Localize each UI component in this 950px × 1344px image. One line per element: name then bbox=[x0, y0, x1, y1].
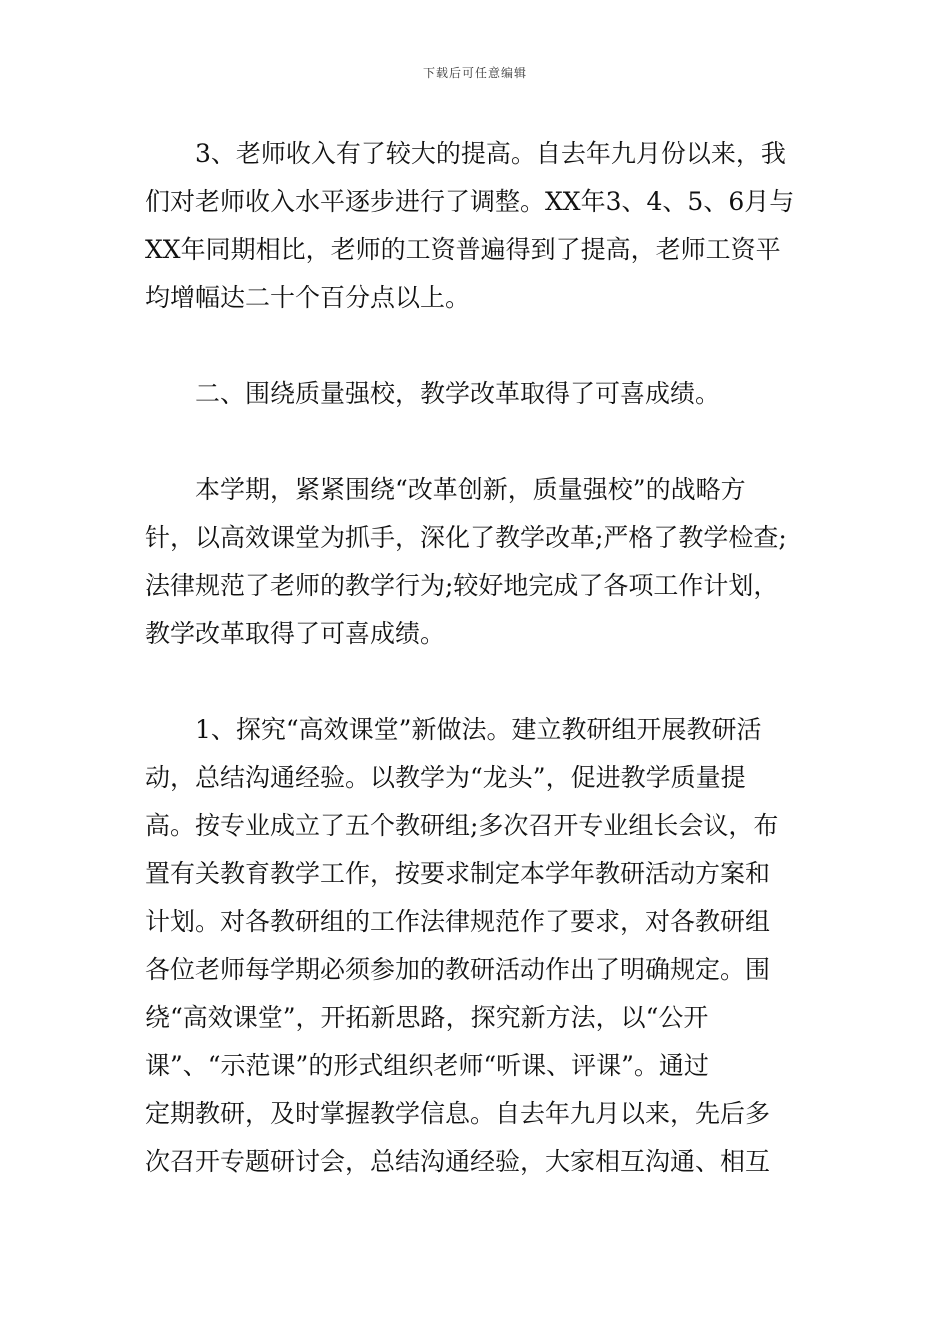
text-line: XX年同期相比，老师的工资普遍得到了提高，老师工资平 bbox=[145, 235, 781, 264]
paragraph-gap bbox=[145, 322, 813, 370]
text-line: 绕“高效课堂”，开拓新思路，探究新方法，以“公开 bbox=[145, 1003, 709, 1032]
text-line: 3、老师收入有了较大的提高。自去年九月份以来，我 bbox=[195, 139, 786, 168]
section-heading-quality bbox=[145, 370, 813, 418]
paragraph-semester bbox=[145, 466, 813, 658]
text-line: 定期教研，及时掌握教学信息。自去年九月以来，先后多 bbox=[145, 1099, 771, 1128]
text-line: 计划。对各教研组的工作法律规范作了要求，对各教研组 bbox=[145, 907, 771, 936]
text-line: 1、探究“高效课堂”新做法。建立教研组开展教研活 bbox=[195, 715, 762, 744]
document-body bbox=[145, 130, 813, 1186]
text-line: 针，以高效课堂为抓手，深化了教学改革;严格了教学检查; bbox=[145, 523, 787, 552]
text-line: 动，总结沟通经验。以教学为“龙头”，促进教学质量提 bbox=[145, 763, 746, 792]
text-line: 本学期，紧紧围绕“改革创新，质量强校”的战略方 bbox=[195, 475, 746, 504]
text-line: 教学改革取得了可喜成绩。 bbox=[145, 619, 446, 648]
text-line: 二、围绕质量强校，教学改革取得了可喜成绩。 bbox=[195, 379, 721, 408]
text-line: 们对老师收入水平逐步进行了调整。XX年3、4、5、6月与 bbox=[145, 187, 795, 216]
paragraph-gap bbox=[145, 658, 813, 706]
text-line: 次召开专题研讨会，总结沟通经验，大家相互沟通、相互 bbox=[145, 1147, 771, 1176]
text-line: 均增幅达二十个百分点以上。 bbox=[145, 283, 471, 312]
page-header: 下载后可任意编辑 bbox=[422, 66, 527, 80]
text-line: 课”、“示范课”的形式组织老师“听课、评课”。通过 bbox=[145, 1051, 709, 1080]
text-line: 各位老师每学期必须参加的教研活动作出了明确规定。围 bbox=[145, 955, 771, 984]
text-line: 高。按专业成立了五个教研组;多次召开专业组长会议，布 bbox=[145, 811, 779, 840]
text-line: 法律规范了老师的教学行为;较好地完成了各项工作计划， bbox=[145, 571, 779, 600]
paragraph-gap bbox=[145, 418, 813, 466]
paragraph-efficient-classroom bbox=[145, 706, 813, 1186]
text-line: 置有关教育教学工作，按要求制定本学年教研活动方案和 bbox=[145, 859, 771, 888]
paragraph-teacher-income bbox=[145, 130, 813, 322]
